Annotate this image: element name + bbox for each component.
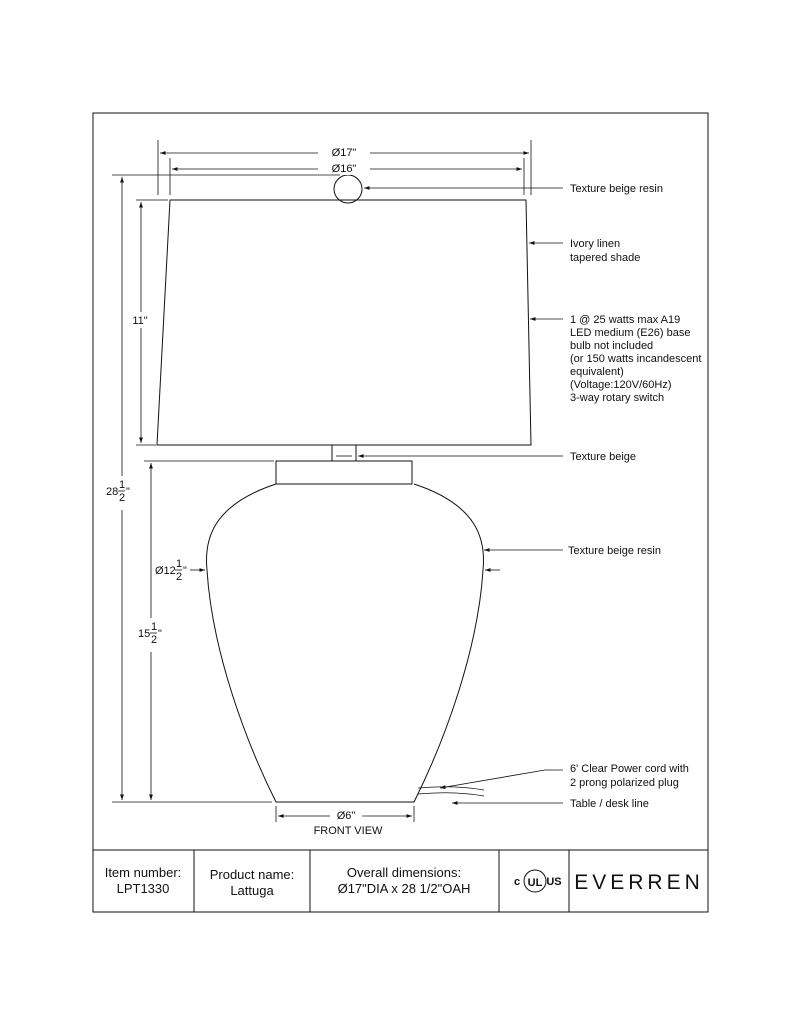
drawing-frame bbox=[93, 113, 708, 912]
dim-foot-diameter bbox=[276, 806, 414, 822]
overall-dimensions-label: Overall dimensions: bbox=[346, 865, 462, 880]
dim-label-shade-bottom: Ø16" bbox=[331, 163, 357, 175]
product-name-label: Product name: bbox=[209, 867, 295, 882]
finial bbox=[334, 175, 362, 203]
callout-finial: Texture beige resin bbox=[570, 183, 663, 195]
callout-cord: 6' Clear Power cord with 2 prong polarized plug bbox=[570, 763, 689, 789]
callout-bulb: 1 @ 25 watts max A19 LED medium (E26) base bulb not included (or 150 watts incandescent equivalent) (Voltage:120V/60Hz) 3-way rotary switch bbox=[570, 314, 702, 404]
overall-dimensions-value: Ø17"DIA x 28 1/2"OAH bbox=[337, 881, 471, 896]
body-dia-frac-num: 1 bbox=[176, 558, 183, 570]
dim-base-height bbox=[136, 461, 274, 800]
base-height-frac-den: 2 bbox=[151, 634, 158, 646]
neck bbox=[332, 445, 356, 461]
lamp-shade bbox=[157, 200, 531, 445]
dim-label-body-diameter: Ø12 bbox=[155, 565, 176, 577]
item-number-value: LPT1330 bbox=[116, 881, 170, 896]
base-height-frac-num: 1 bbox=[151, 621, 158, 633]
callout-body: Texture beige resin bbox=[568, 545, 661, 557]
dim-label-overall-height: 28 bbox=[106, 486, 119, 498]
dim-label-foot-diameter: Ø6" bbox=[336, 810, 356, 822]
item-number-label: Item number: bbox=[104, 865, 182, 880]
overall-height-unit: " bbox=[126, 486, 130, 498]
dim-overall-height bbox=[104, 175, 340, 802]
ul-mark-text: UL bbox=[527, 877, 543, 889]
product-name-value: Lattuga bbox=[230, 883, 274, 898]
ul-certification-icon bbox=[514, 870, 562, 892]
dim-label-shade-top: Ø17" bbox=[331, 147, 357, 159]
body-dia-frac-den: 2 bbox=[176, 571, 183, 583]
ul-us-text: US bbox=[546, 876, 562, 888]
dim-shade-bottom bbox=[170, 158, 524, 195]
power-cord bbox=[418, 787, 484, 796]
overall-height-frac-num: 1 bbox=[119, 479, 126, 491]
callout-neck: Texture beige bbox=[570, 451, 637, 463]
callout-table: Table / desk line bbox=[570, 798, 649, 810]
view-label: FRONT VIEW bbox=[313, 825, 383, 837]
title-block bbox=[105, 850, 704, 912]
dim-shade-height bbox=[128, 200, 168, 445]
callout-shade: Ivory linen tapered shade bbox=[570, 238, 641, 264]
body-dia-unit: " bbox=[183, 565, 187, 577]
brand-logo: EVERREN bbox=[574, 871, 704, 894]
leader-cord bbox=[440, 770, 563, 788]
overall-height-frac-den: 2 bbox=[119, 492, 126, 504]
base-height-unit: " bbox=[158, 628, 162, 640]
lamp-body bbox=[206, 484, 483, 802]
dim-label-shade-height: 11" bbox=[132, 315, 148, 327]
collar bbox=[276, 461, 412, 484]
dim-label-base-height: 15 bbox=[138, 628, 151, 640]
ul-c-text: c bbox=[513, 876, 521, 888]
